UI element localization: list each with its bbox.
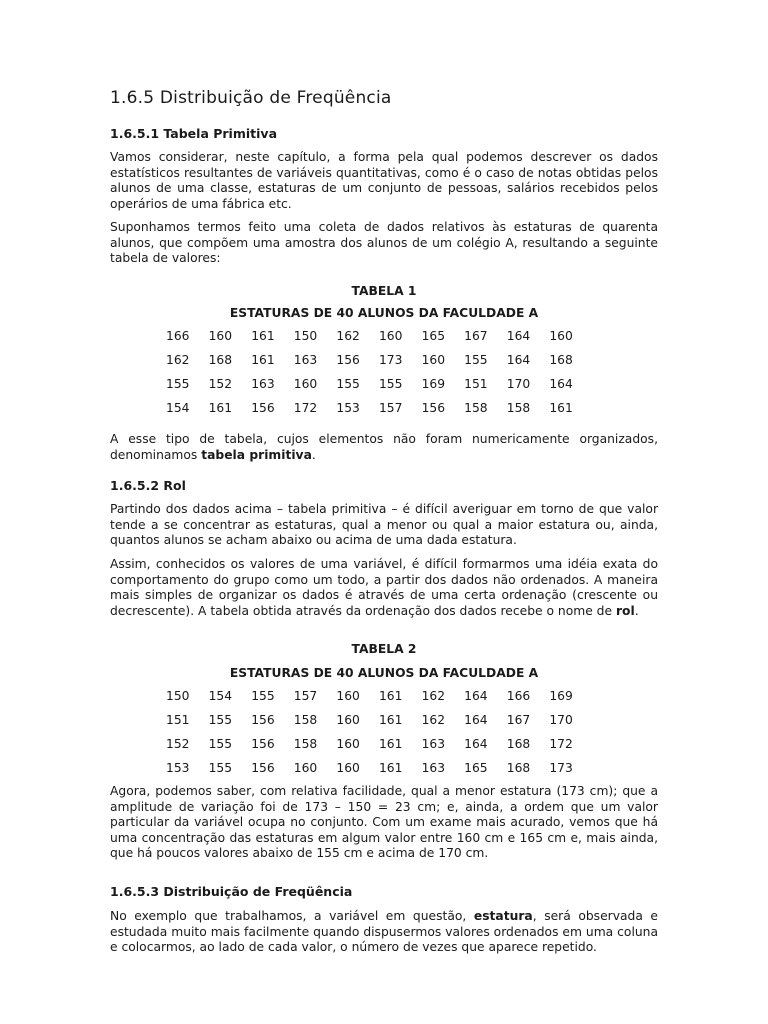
table2-title: ESTATURAS DE 40 ALUNOS DA FACULDADE A (229, 666, 539, 680)
paragraph-tabela-primitiva-def (110, 432, 658, 463)
table-cell: 156 (336, 353, 360, 367)
p-text: , será observada e estudada muito mais facilmente quando dispusermos valores ordenados em uma coluna e colocarmos, ao lado de cada valor, o número de vezes que aparece repetido. (110, 909, 658, 954)
table-cell: 162 (166, 353, 190, 367)
table-cell: 169 (549, 689, 573, 703)
table-row (166, 324, 592, 348)
table-cell: 165 (464, 761, 488, 775)
table-cell: 163 (421, 737, 446, 751)
table-row (166, 684, 592, 708)
table1-primitiva (166, 324, 592, 420)
table-cell: 161 (378, 713, 403, 727)
table-cell: 161 (378, 689, 403, 703)
table-cell: 167 (506, 713, 531, 727)
table-cell: 155 (378, 377, 403, 391)
table-cell: 160 (378, 329, 403, 343)
p-text: A esse tipo de tabela, cujos elementos não foram numericamente organizados, denominamos (110, 432, 658, 462)
p-text: . (634, 603, 639, 618)
table-cell: 155 (208, 761, 233, 775)
table-cell: 155 (251, 689, 275, 703)
table-cell: 155 (336, 377, 360, 391)
table-cell: 160 (336, 689, 360, 703)
table-cell: 165 (421, 329, 446, 343)
term-tabela-primitiva: tabela primitiva (201, 447, 312, 462)
table-cell: 168 (208, 353, 233, 367)
table-cell: 162 (421, 689, 446, 703)
table-cell: 153 (166, 761, 190, 775)
table-cell: 155 (208, 737, 233, 751)
table-cell: 166 (166, 329, 190, 343)
table-cell: 150 (166, 689, 190, 703)
table1-label: TABELA 1 (351, 284, 417, 298)
table-cell: 160 (208, 329, 233, 343)
p-text: . (311, 447, 316, 462)
table-cell: 154 (166, 401, 190, 415)
table-row (166, 732, 592, 756)
paragraph-partindo: Partindo dos dados acima – tabela primitiva – é difícil averiguar em torno de que valor tende a se concentrar as estaturas, qual a menor ou qual a maior estatura ou, ainda, quantos alunos se acham abaixo ou acima de uma dada estatura. (110, 502, 658, 547)
table-cell: 150 (293, 329, 318, 343)
table-cell: 163 (421, 761, 446, 775)
table-cell: 152 (208, 377, 233, 391)
table-cell: 161 (208, 401, 233, 415)
table-cell: 153 (336, 401, 360, 415)
table-cell: 160 (293, 377, 318, 391)
table-cell: 155 (464, 353, 488, 367)
table-cell: 173 (549, 761, 573, 775)
table-cell: 166 (506, 689, 531, 703)
table-cell: 158 (293, 713, 318, 727)
paragraph-agora: Agora, podemos saber, com relativa facilidade, qual a menor estatura (173 cm); que a amplitude de variação foi de 173 – 150 = 23 cm; e, ainda, a ordem que um valor particular da variável ocupa no conjunto. Com um exame mais acurado, vemos que há uma concentração das estaturas em algum valor entre 160 cm e 165 cm e, mais ainda, que há poucos valores abaixo de 155 cm e acima de 170 cm. (110, 784, 658, 860)
table-row (166, 348, 592, 372)
table-cell: 167 (464, 329, 488, 343)
table-cell: 160 (549, 329, 573, 343)
section-heading: 1.6.5 Distribuição de Freqüência (110, 88, 392, 108)
p-text: No exemplo que trabalhamos, a variável em questão, (110, 909, 474, 923)
table-cell: 156 (251, 713, 275, 727)
table2-rol (166, 684, 592, 780)
table-cell: 154 (208, 689, 233, 703)
table-cell: 164 (464, 689, 488, 703)
table-cell: 158 (464, 401, 488, 415)
table-row (166, 372, 592, 396)
table-cell: 164 (506, 353, 531, 367)
table-row (166, 708, 592, 732)
table-cell: 173 (378, 353, 403, 367)
table-cell: 170 (506, 377, 531, 391)
subsection-title-tabela-primitiva: 1.6.5.1 Tabela Primitiva (110, 126, 277, 141)
table-cell: 170 (549, 713, 573, 727)
table-cell: 172 (549, 737, 573, 751)
table-row (166, 396, 592, 420)
table-cell: 169 (421, 377, 446, 391)
table-cell: 161 (378, 737, 403, 751)
subsection-title-distribuicao: 1.6.5.3 Distribuição de Freqüência (110, 884, 353, 899)
table-cell: 152 (166, 737, 190, 751)
table-cell: 163 (251, 377, 275, 391)
table-cell: 155 (208, 713, 233, 727)
table-cell: 160 (336, 737, 360, 751)
table-cell: 160 (336, 761, 360, 775)
table-cell: 164 (506, 329, 531, 343)
table-row (166, 756, 592, 780)
table2-label: TABELA 2 (351, 642, 417, 656)
table-cell: 160 (421, 353, 446, 367)
table-cell: 161 (251, 353, 275, 367)
table-cell: 160 (293, 761, 318, 775)
table-cell: 164 (464, 713, 488, 727)
table-cell: 162 (336, 329, 360, 343)
table-cell: 156 (251, 401, 275, 415)
table-cell: 160 (336, 713, 360, 727)
table-cell: 157 (378, 401, 403, 415)
table-cell: 161 (251, 329, 275, 343)
table-cell: 151 (464, 377, 488, 391)
table-cell: 157 (293, 689, 318, 703)
paragraph-exemplo (110, 909, 658, 956)
table-cell: 164 (464, 737, 488, 751)
table-cell: 168 (506, 737, 531, 751)
table-cell: 163 (293, 353, 318, 367)
table-cell: 158 (293, 737, 318, 751)
table-cell: 168 (549, 353, 573, 367)
table-cell: 164 (549, 377, 573, 391)
paragraph-assim (110, 557, 658, 619)
term-rol: rol (615, 603, 635, 618)
table-cell: 162 (421, 713, 446, 727)
table-cell: 158 (506, 401, 531, 415)
paragraph-intro: Vamos considerar, neste capítulo, a forma pela qual podemos descrever os dados estatísticos resultantes de variáveis quantitativas, como é o caso de notas obtidas pelos alunos de uma classe, estaturas de um conjunto de pessoas, salários recebidos pelos operários de uma fábrica etc. (110, 150, 658, 211)
table-cell: 161 (549, 401, 573, 415)
table-cell: 156 (251, 737, 275, 751)
term-estatura: estatura (473, 909, 533, 923)
table1-title: ESTATURAS DE 40 ALUNOS DA FACULDADE A (229, 306, 539, 320)
table-cell: 168 (506, 761, 531, 775)
table-cell: 156 (421, 401, 446, 415)
table-cell: 155 (166, 377, 190, 391)
table-cell: 156 (251, 761, 275, 775)
p-text: Assim, conhecidos os valores de uma variável, é difícil formarmos uma idéia exata do comportamento do grupo como um todo, a partir dos dados não ordenados. A maneira mais simples de organizar os dados é através de uma certa ordenação (crescente ou decrescente). A tabela obtida através da ordenação dos dados recebe o nome de (110, 557, 658, 618)
table-cell: 161 (378, 761, 403, 775)
paragraph-coleta: Suponhamos termos feito uma coleta de dados relativos às estaturas de quarenta alunos, que compõem uma amostra dos alunos de um colégio A, resultando a seguinte tabela de valores: (110, 220, 658, 265)
table-cell: 172 (293, 401, 318, 415)
table-cell: 151 (166, 713, 190, 727)
subsection-title-rol: 1.6.5.2 Rol (110, 478, 186, 493)
